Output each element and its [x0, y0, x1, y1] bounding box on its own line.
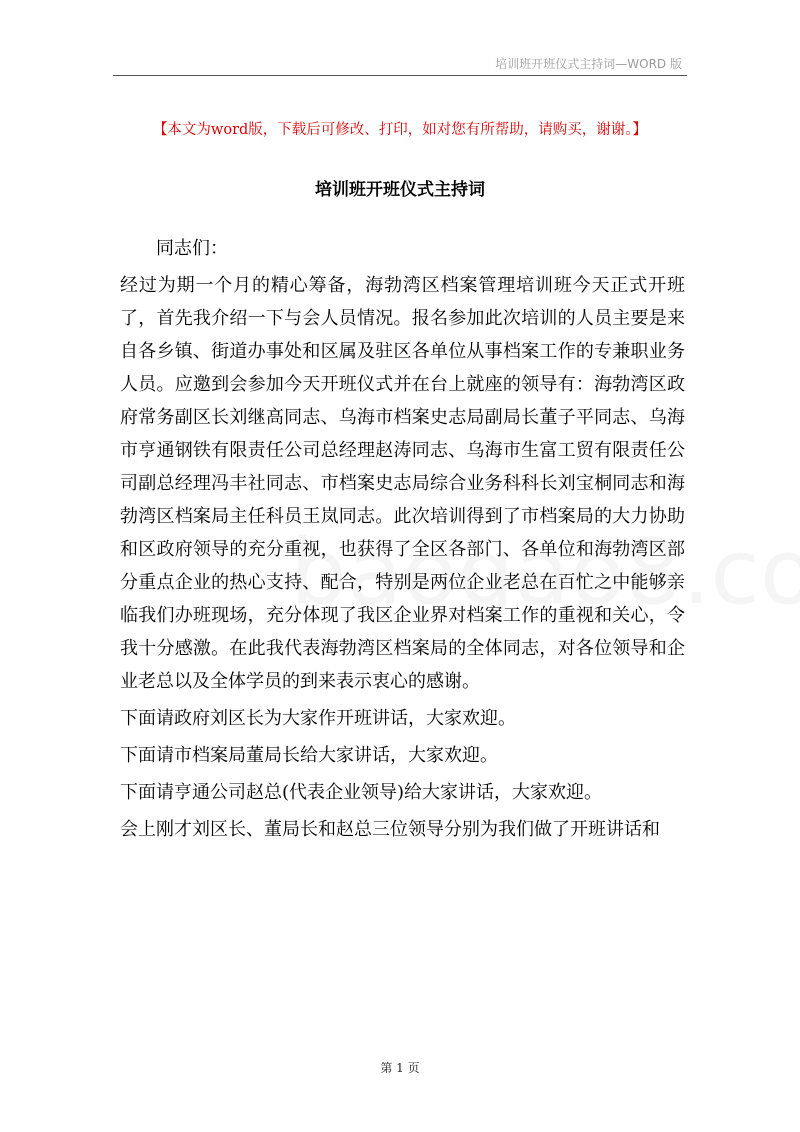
document-body — [120, 232, 685, 850]
body-paragraph: 下面请政府刘区长为大家作开班讲话，大家欢迎。 — [120, 708, 516, 729]
body-paragraph: 下面请亨通公司赵总(代表企业领导)给大家讲话，大家欢迎。 — [120, 782, 603, 803]
purchase-notice: 【本文为word版，下载后可修改、打印，如对您有所帮助，请购买，谢谢。】 — [152, 122, 648, 138]
body-paragraph: 会上刚才刘区长、董局长和赵总三位领导分别为我们做了开班讲话和 — [120, 819, 660, 840]
page-number: 第 1 页 — [380, 1061, 420, 1075]
header-divider — [113, 75, 687, 76]
body-paragraph: 下面请市档案局董局长给大家讲话，大家欢迎。 — [120, 745, 498, 766]
page-header-title: 培训班开班仪式主持词—WORD 版 — [495, 57, 682, 71]
salutation: 同志们： — [156, 238, 228, 259]
body-paragraph: 经过为期一个月的精心筹备，海勃湾区档案管理培训班今天正式开班了，首先我介绍一下与会人员情况。报名参加此次培训的人员主要是来自各乡镇、街道办事处和区属及驻区各单位从事档案工作的专兼职业务人员。应邀到会参加今天开班仪式并在台上就座的领导有：海勃湾区政府常务副区长刘继高同志、乌海市档案史志局副局长董子平同志、乌海市亨通钢铁有限责任公司总经理赵涛同志、乌海市生富工贸有限责任公司副总经理冯丰社同志、市档案史志局综合业务科科长刘宝桐同志和海勃湾区档案局主任科员王岚同志。此次培训得到了市档案局的大力协助和区政府领导的充分重视，也获得了全区各部门、各单位和海勃湾区部分重点企业的热心支持、配合，特别是两位企业老总在百忙之中能够亲临我们办班现场，充分体现了我区企业界对档案工作的重视和关心，令我十分感激。在此我代表海勃湾区档案局的全体同志，对各位领导和企业老总以及全体学员的到来表示衷心的感谢。 — [120, 275, 685, 692]
document-title: 培训班开班仪式主持词 — [315, 180, 485, 200]
